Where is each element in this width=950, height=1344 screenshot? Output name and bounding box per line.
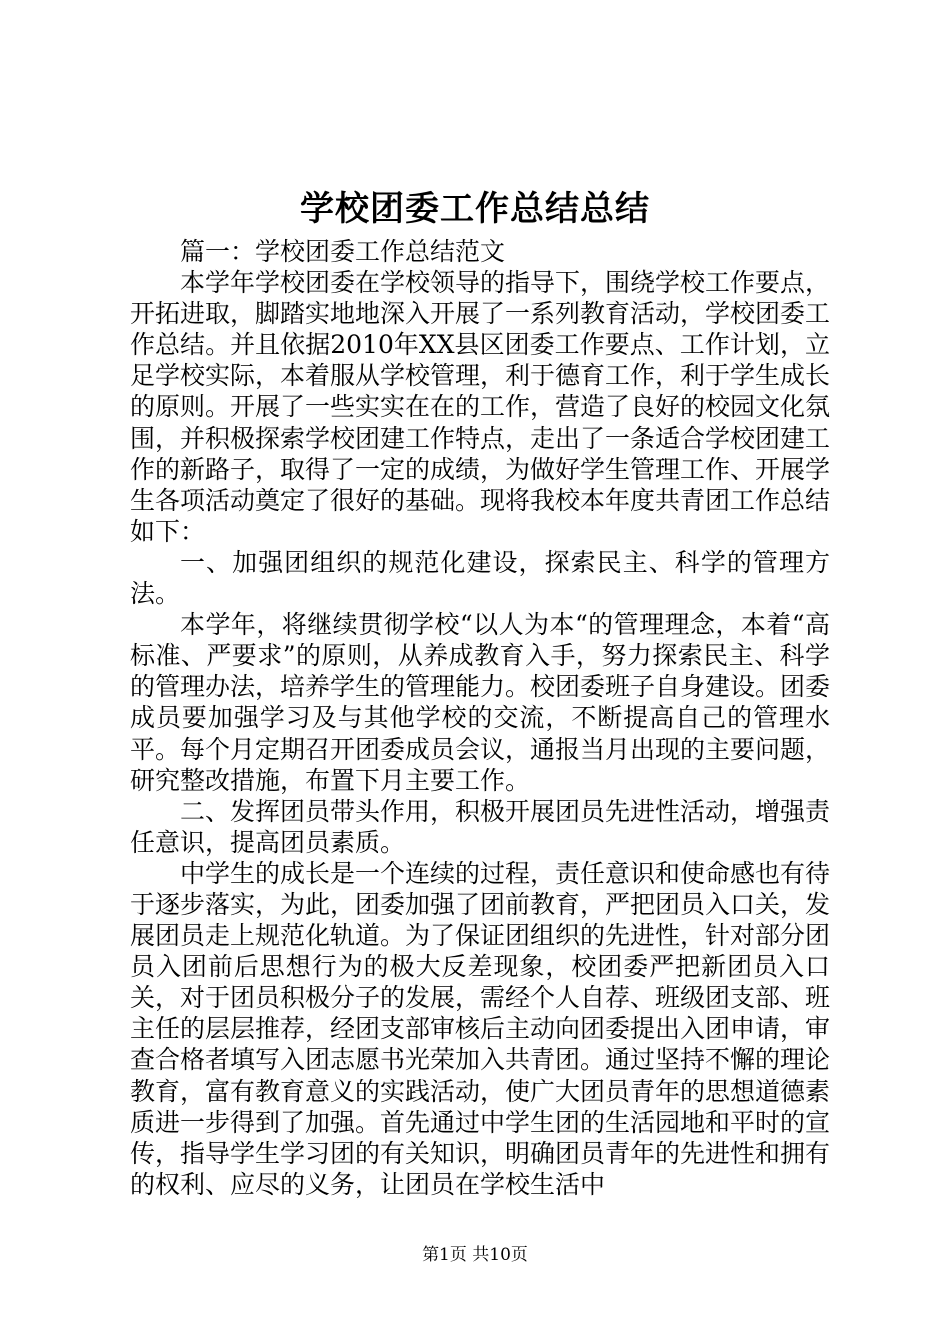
paragraph-intro: 本学年学校团委在学校领导的指导下，围绕学校工作要点，开拓进取，脚踏实地地深入开展了一系列教育活动，学校团委工作总结。并且依据2010年XX县区团委工作要点、工作计划，立足学校实际，本着服从学校管理，利于德育工作，利于学生成长的原则。开展了一些实实在在的工作，营造了良好的校园文化氛围，并积极探索学校团建工作特点，走出了一条适合学校团建工作的新路子，取得了一定的成绩，为做好学生管理工作、开展学生各项活动奠定了很好的基础。现将我校本年度共青团工作总结如下：	[130, 268, 831, 546]
paragraph-members: 中学生的成长是一个连续的过程，责任意识和使命感也有待于逐步落实，为此，团委加强了团前教育，严把团员入口关，发展团员走上规范化轨道。为了保证团组织的先进性，针对部分团员入团前后思想行为的极大反差现象，校团委严把新团员入口关，对于团员积极分子的发展，需经个人自荐、班级团支部、班主任的层层推荐，经团支部审核后主动向团委提出入团申请，审查合格者填写入团志愿书光荣加入共青团。通过坚持不懈的理论教育，富有教育意义的实践活动，使广大团员青年的思想道德素质进一步得到了加强。首先通过中学生团的生活园地和平时的宣传，指导学生学习团的有关知识，明确团员青年的先进性和拥有的权利、应尽的义务，让团员在学校生活中	[130, 858, 831, 1199]
paragraph-section-heading: 篇一：学校团委工作总结范文	[180, 237, 506, 266]
paragraph-management: 本学年，将继续贯彻学校“以人为本“的管理理念，本着“高标准、严要求”的原则，从养成教育入手，努力探索民主、科学的管理办法，培养学生的管理能力。校团委班子自身建设。团委成员要加强学习及与其他学校的交流，不断提高自己的管理水平。每个月定期召开团委成员会议，通报当月出现的主要问题，研究整改措施，布置下月主要工作。	[130, 610, 831, 795]
document-title: 学校团委工作总结总结	[300, 189, 650, 229]
paragraph-heading-one: 一、加强团组织的规范化建设，探索民主、科学的管理方法。	[130, 547, 830, 609]
paragraph-heading-two: 二、发挥团员带头作用，积极开展团员先进性活动，增强责任意识，提高团员素质。	[130, 796, 831, 857]
page-footer: 第1页 共10页	[422, 1245, 528, 1265]
document-body	[130, 236, 830, 1200]
